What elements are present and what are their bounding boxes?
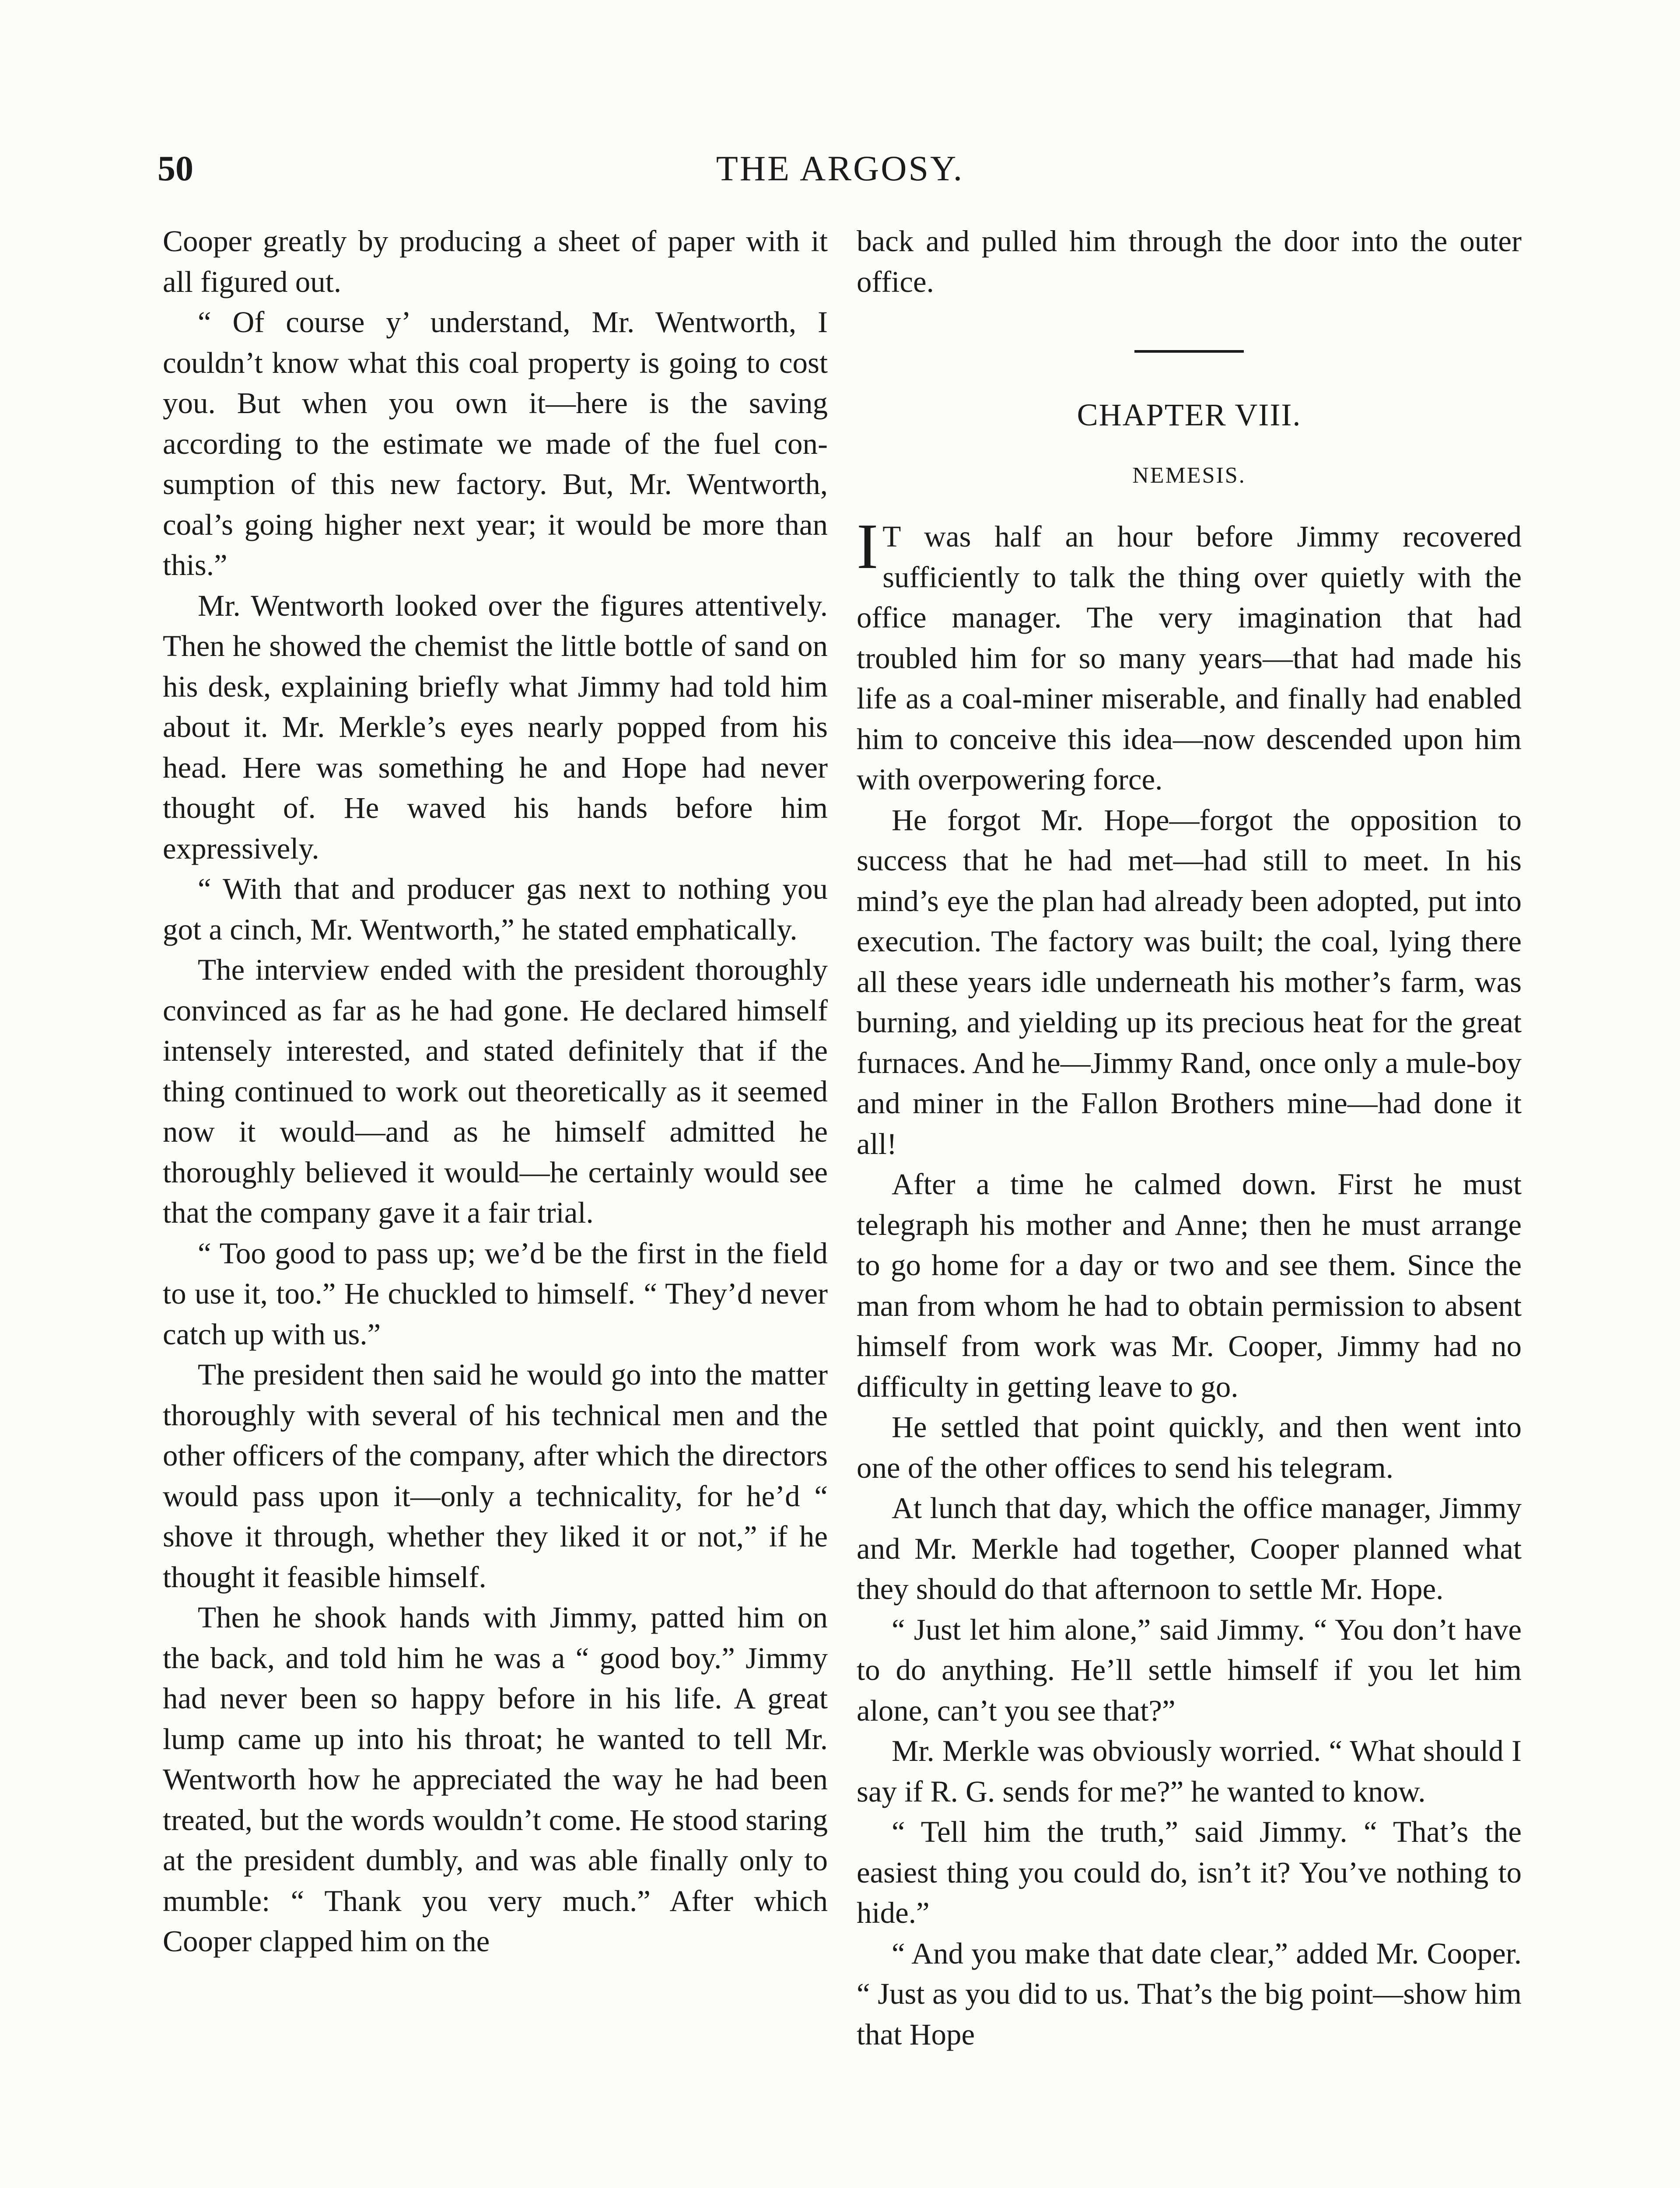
- paragraph: Cooper greatly by producing a sheet of paper with it all figured out.: [163, 224, 828, 298]
- continuation-paragraph: back and pulled him through the door into the outer office.: [857, 224, 1522, 298]
- chapter-title: CHAPTER VIII.: [1077, 397, 1302, 432]
- page-number: 50: [158, 148, 193, 188]
- paragraph: At lunch that day, which the office manager, Jimmy and Mr. Merkle had together, Cooper planned what they should do that afternoon to settle Mr. Hope.: [857, 1491, 1522, 1606]
- paragraph: After a time he calmed down. First he must telegraph his mother and Anne; then he must arrange to go home for a day or two and see them. Since the man from whom he had to obtain permission to absent himself from work was Mr. Cooper, Jimmy had no difficulty in getting leave to go.: [857, 1168, 1522, 1403]
- magazine-title: THE ARGOSY.: [716, 148, 964, 188]
- paragraph: “ Of course y’ understand, Mr. Wentworth, I couldn’t know what this coal property is going to cost you. But when you own it—here is the saving according to the estimate we made of the fuel consumption of this new factory. But, Mr. Wentworth, coal’s going higher next year; it would be more than this.”: [163, 305, 828, 582]
- paragraph: Mr. Merkle was obviously worried. “ What should I say if R. G. sends for me?” he wanted to know.: [857, 1734, 1522, 1808]
- running-head: [158, 144, 1522, 193]
- paragraph: The interview ended with the president thoroughly convinced as far as he had gone. He declared himself intensely interested, and stated definitely that if the thing continued to work out theoretically as it seemed now it would—and as he himself admitted he thoroughly believed it would—he certainly would see that the company gave it a fair trial.: [163, 953, 828, 1229]
- paragraph: Then he shook hands with Jimmy, patted him on the back, and told him he was a “ good boy.” Jimmy had never been so happy before in his life. A great lump came up into his throat; he wanted to tell Mr. Wentworth how he appreciated the way he had been treated, but the words wouldn’t come. He stood staring at the president dumbly, and was able finally only to mumble: “ Thank you very much.” After which Cooper clapped him on the: [163, 1601, 828, 1958]
- paragraph: “ Just let him alone,” said Jimmy. “ You don’t have to do anything. He’ll settle himself if you let him alone, can’t you see that?”: [857, 1613, 1522, 1727]
- opening-text: T was half an hour before Jimmy recovered sufficiently to talk the thing over quietly with the office manager. The very imagination that had troubled him for so many years—that had made his life as a coal-miner miserable, and finally had enabled him to conceive this idea—now descended upon him with overpowering force.: [857, 520, 1522, 796]
- paragraph: Mr. Wentworth looked over the figures attentively. Then he showed the chemist the little bottle of sand on his desk, explaining briefly what Jimmy had told him about it. Mr. Merkle’s eyes nearly popped from his head. Here was something he and Hope had never thought of. He waved his hands before him expressively.: [163, 589, 828, 865]
- paragraph: He forgot Mr. Hope—forgot the opposition to success that he had met—had still to meet. In his mind’s eye the plan had already been adopted, put into execution. The factory was built; the coal, lying there all these years idle underneath his mother’s farm, was burning, and yielding up its precious heat for the great furnaces. And he—Jimmy Rand, once only a mule-boy and miner in the Fallon Brothers mine—had done it all!: [857, 803, 1522, 1161]
- paragraph: He settled that point quickly, and then went into one of the other offices to send his telegram.: [857, 1410, 1522, 1484]
- left-column: [163, 221, 828, 1962]
- section-divider: [1134, 350, 1244, 353]
- paragraph: “ Tell him the truth,” said Jimmy. “ That’s the easiest thing you could do, isn’t it? You’ve nothing to hide.”: [857, 1815, 1522, 1929]
- paragraph: “ And you make that date clear,” added Mr. Cooper. “ Just as you did to us. That’s the big point—show him that Hope: [857, 1936, 1522, 2051]
- paragraph: “ With that and producer gas next to nothing you got a cinch, Mr. Wentworth,” he stated emphatically.: [163, 872, 828, 946]
- chapter-opening-paragraph: [857, 511, 1522, 800]
- right-column: [857, 221, 1522, 2055]
- paragraph: “ Too good to pass up; we’d be the first in the field to use it, too.” He chuckled to himself. “ They’d never catch up with us.”: [163, 1236, 828, 1351]
- paragraph: The president then said he would go into the matter thoroughly with several of his technical men and the other officers of the company, after which the directors would pass upon it—only a technicality, for he’d “ shove it through, whether they liked it or not,” if he thought it feasible himself.: [163, 1358, 828, 1594]
- chapter-subtitle: NEMESIS.: [1132, 463, 1246, 488]
- drop-cap: I: [857, 511, 878, 582]
